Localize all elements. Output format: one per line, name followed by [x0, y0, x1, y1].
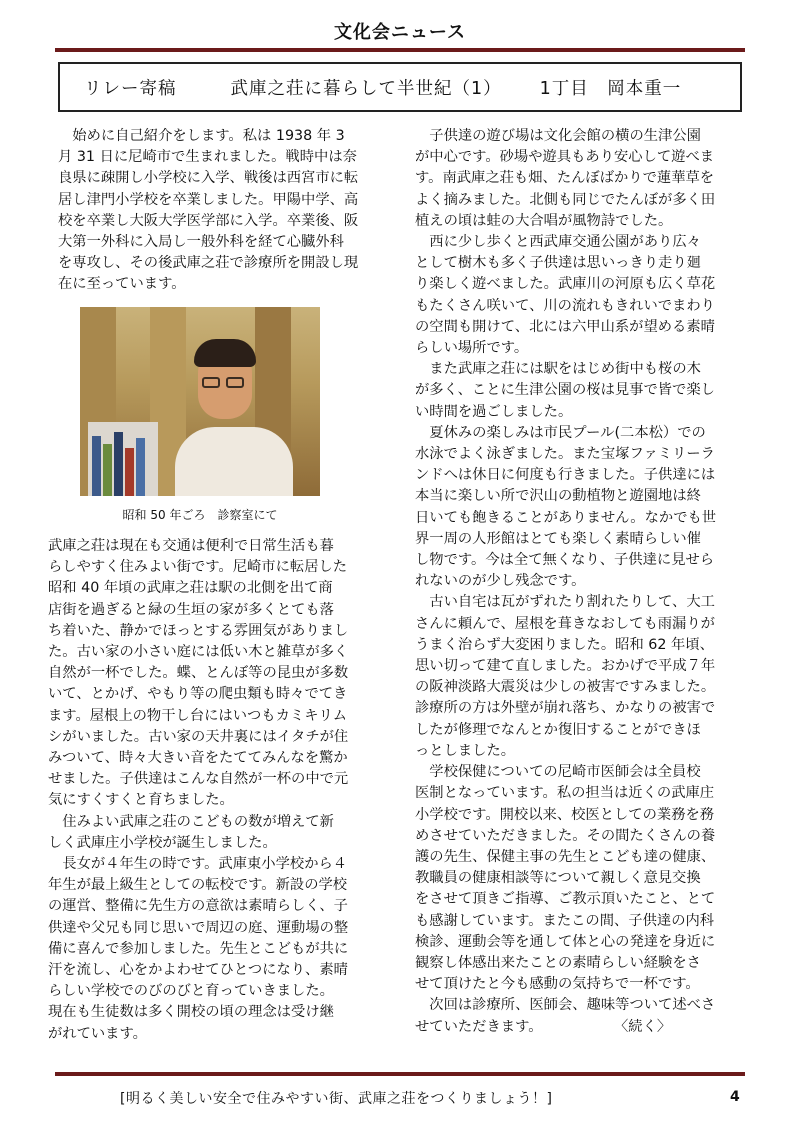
newsletter-title: 文化会ニュース [333, 22, 467, 43]
article-title-box [58, 62, 742, 112]
bookshelf [88, 422, 158, 496]
article-title: 武庫之荘に暮らして半世紀（1） [230, 78, 502, 99]
person-figure [175, 427, 293, 496]
page-number: 4 [730, 1089, 740, 1105]
article-author: 1丁目 岡本重一 [539, 78, 682, 99]
right-column-body: 子供達の遊び場は文化会館の横の生津公園 が中心です。砂場や遊具もあり安心して遊べま す。南武庫之荘も畑、たんぼばかりで蓮華草を よく摘みました。北側も同じでたんぼが多く田 植えの頃は蛙の大合唱が風物詩でした。 西に少し歩くと西武庫交通公園があり広々 として樹木も多く子供達は思いっきり走り廻 り楽しく遊べました。武庫川の河原も広く草花 もたくさん咲いて、川の流れもきれいでまわり の空間も開けて、北には六甲山系が望める素晴 らしい場所です。 また武庫之荘には駅をはじめ街中も桜の木 が多く、ことに生津公園の桜は見事で皆で楽し い時間を過ごしました。 夏休みの楽しみは市民プール(二本松）での 水泳でよく泳ぎました。また宝塚ファミリーラ ンドへは休日に何度も行きました。子供達には 本当に楽しい所で沢山の動植物と遊園地は終 日いても飽きることがありません。なかでも世 界一周の人形館はとても楽しく素晴らしい催 し物です。今は全て無くなり、子供達に見せら れないのが少し残念です。 古い自宅は瓦がずれたり割れたりして、大工 さんに頼んで、屋根を葺きなおしても雨漏りが うまく治らず大変困りました。昭和 62 年頃、 思い切って建て直しました。おかげで平成７年 の阪神淡路大震災は少しの被害ですみました。 診療所の方は外壁が崩れ落ち、かなりの被害で したが修理でなんとか復旧することができほ っとしました。 学校保健についての尼崎市医師会は全員校 医制となっています。私の担当は近くの武庫庄 小学校です。開校以来、校医としての業務を務 めさせていただきました。その間たくさんの養 護の先生、保健主事の先生とこども達の健康、 教職員の健康相談等について親しく意見交換 をさせて頂きご指導、ご教示頂いたこと、とて も感謝しています。またこの間、子供達の内科 検診、運動会等を通して体と心の発達を身近に 観察し体感出来たことの素晴らしい経験をさ せて頂けたと今も感動の気持ちで一杯です。 次回は診療所、医師会、趣味等ついて述べさ せていただきます。 〈続く〉 [415, 128, 717, 1035]
top-divider [55, 48, 745, 52]
photo-caption: 昭和 50 年ごろ 診察室にて [122, 508, 278, 522]
footer-slogan: [明るく美しい安全で住みやすい街、武庫之荘をつくりましょう！] [120, 1091, 553, 1107]
author-photo [80, 307, 320, 496]
bottom-divider [55, 1072, 745, 1076]
left-column-body: 武庫之荘は現在も交通は便利で日常生活も暮 らしやすく住みよい街です。尼崎市に転居した 昭和 40 年頃の武庫之荘は駅の北側を出て商 店街を過ぎると緑の生垣の家が多くとても落 ち着いた、静かでほっとする雰囲気がありまし た。古い家の小さい庭には低い木と雑草が多く 自然が一杯でした。蝶、とんぼ等の昆虫が多数 いて、とかげ、やもり等の爬虫類も時々でてき ます。屋根上の物干し台にはいつもカミキリム シがいました。古い家の天井裏にはイタチが住 みついて、時々大きい音をたててみんなを驚か せました。子供達はこんな自然が一杯の中で元 気にすくすくと育ちました。 住みよい武庫之荘のこどもの数が増えて新 しく武庫庄小学校が誕生しました。 長女が４年生の時です。武庫東小学校から４ 年生が最上級生としての転校です。新設の学校 の運営、整備に先生方の意欲は素晴らしく、子 供達や父兄も同じ思いで周辺の庭、運動場の整 備に喜んで参加しました。先生とこどもが共に 汗を流し、心をかよわせてひとつになり、素晴 らしい学校でのびのびと育っていきました。 現在も生徒数は多く開校の頃の理念は受け継 がれています。 [48, 538, 349, 1042]
left-column-intro: 始めに自己紹介をします。私は 1938 年 3 月 31 日に尼崎市で生まれました。戦時中は奈 良県に疎開し小学校に入学、戦後は西宮市に転 居し津門小学校を卒業しました。甲陽中学、高 校を卒業し大阪大学医学部に入学。卒業後、阪 大第一外科に入局し一般外科を経て心臓外科 を専攻し、その後武庫之荘で診療所を開設し現 在に至っています。 [58, 128, 359, 293]
column-label: リレー寄稿 [84, 78, 177, 99]
